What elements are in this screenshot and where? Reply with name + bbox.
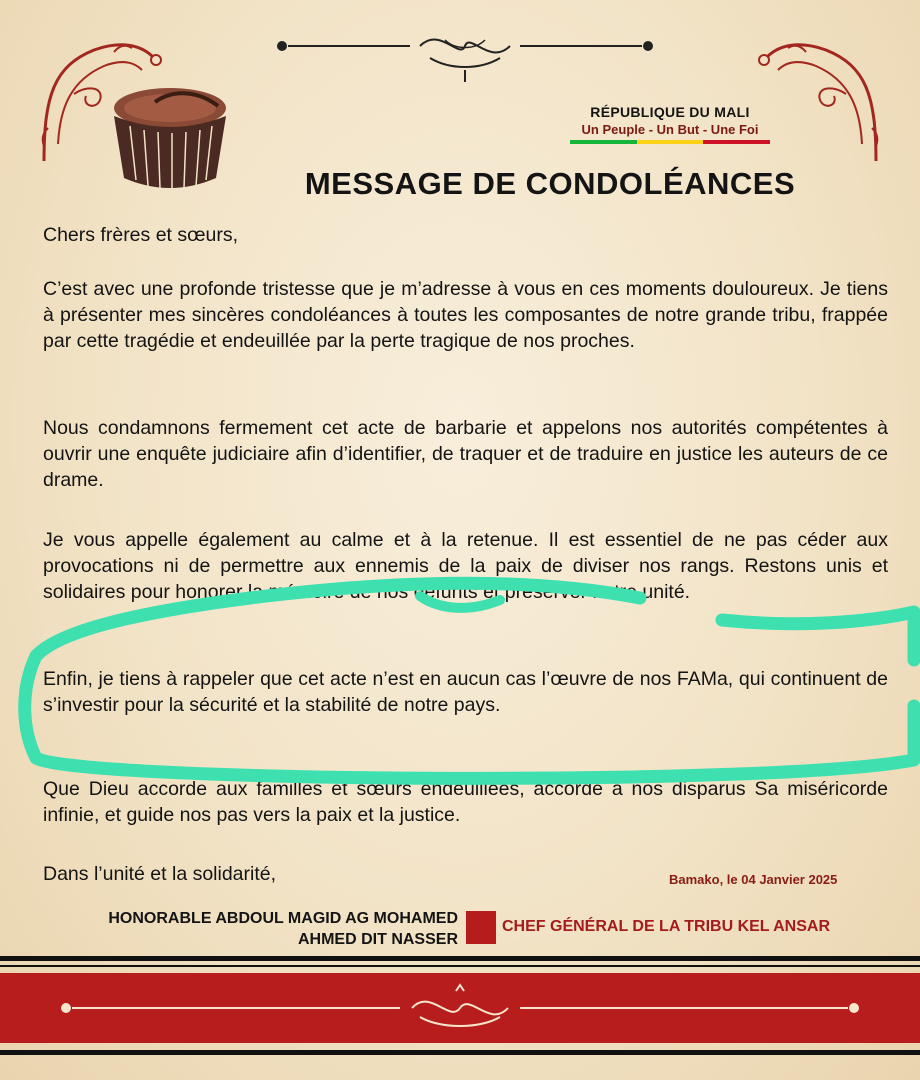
footer-rule-top [0,956,920,961]
footer-rule-thin [0,965,920,967]
footer-rule-bottom [0,1050,920,1055]
document-title: MESSAGE DE CONDOLÉANCES [304,166,796,201]
footer-flourish-ornament [0,973,920,1043]
paragraph-1: C’est avec une profonde tristesse que je m’adresse à vous en ces moments douloureux. Je tiens à présenter mes sincères condoléances à toutes les composantes de notre grande tribu, frappée par cette tragédie et endeuillée par la perte tragique de nos proches. [43,278,888,352]
signatory-name-line-2: AHMED DIT NASSER [297,931,458,948]
republic-motto: Un Peuple - Un But - Une Foi [581,122,759,137]
top-flourish-ornament [270,30,660,90]
paragraph-3: Je vous appelle également au calme et à la retenue. Il est essentiel de ne pas céder aux provocations ni de permettre aux ennemis de la paix de diviser nos rangs. Restons unis et solidaires pour honorer la mémoire de nos défunts et préserver notre unité. [43,529,888,603]
paragraph-4: Enfin, je tiens à rappeler que cet acte n’est en aucun cas l’œuvre de nos FAMa, qui continuent de s’investir pour la sécurité et la stabilité de notre pays. [43,668,888,716]
republic-header [570,104,770,144]
paragraph-5: Que Dieu accorde aux familles et sœurs endeuillées, accorde à nos disparus Sa miséricorde infinie, et guide nos pas vers la paix et la justice. [43,778,888,826]
republic-name: RÉPUBLIQUE DU MALI [590,104,750,120]
signatory-name [62,908,458,950]
red-seal-square [466,911,496,944]
mali-flag-stripe [570,140,770,144]
footer-red-band [0,973,920,1043]
greeting: Chers frères et sœurs, [43,224,239,246]
signatory-name-line-1: HONORABLE ABDOUL MAGID AG MOHAMED [108,910,458,927]
signatory-title: CHEF GÉNÉRAL DE LA TRIBU KEL ANSAR [502,918,831,935]
paragraph-2: Nous condamnons fermement cet acte de barbarie et appelons nos autorités compétentes à ouvrir une enquête judiciaire afin d’identifier, de traquer et de traduire en justice les auteurs de ce drame. [43,417,888,491]
date-line: Bamako, le 04 Janvier 2025 [669,872,838,887]
closing-line: Dans l’unité et la solidarité, [43,863,277,885]
corner-ornament-right [736,36,886,166]
